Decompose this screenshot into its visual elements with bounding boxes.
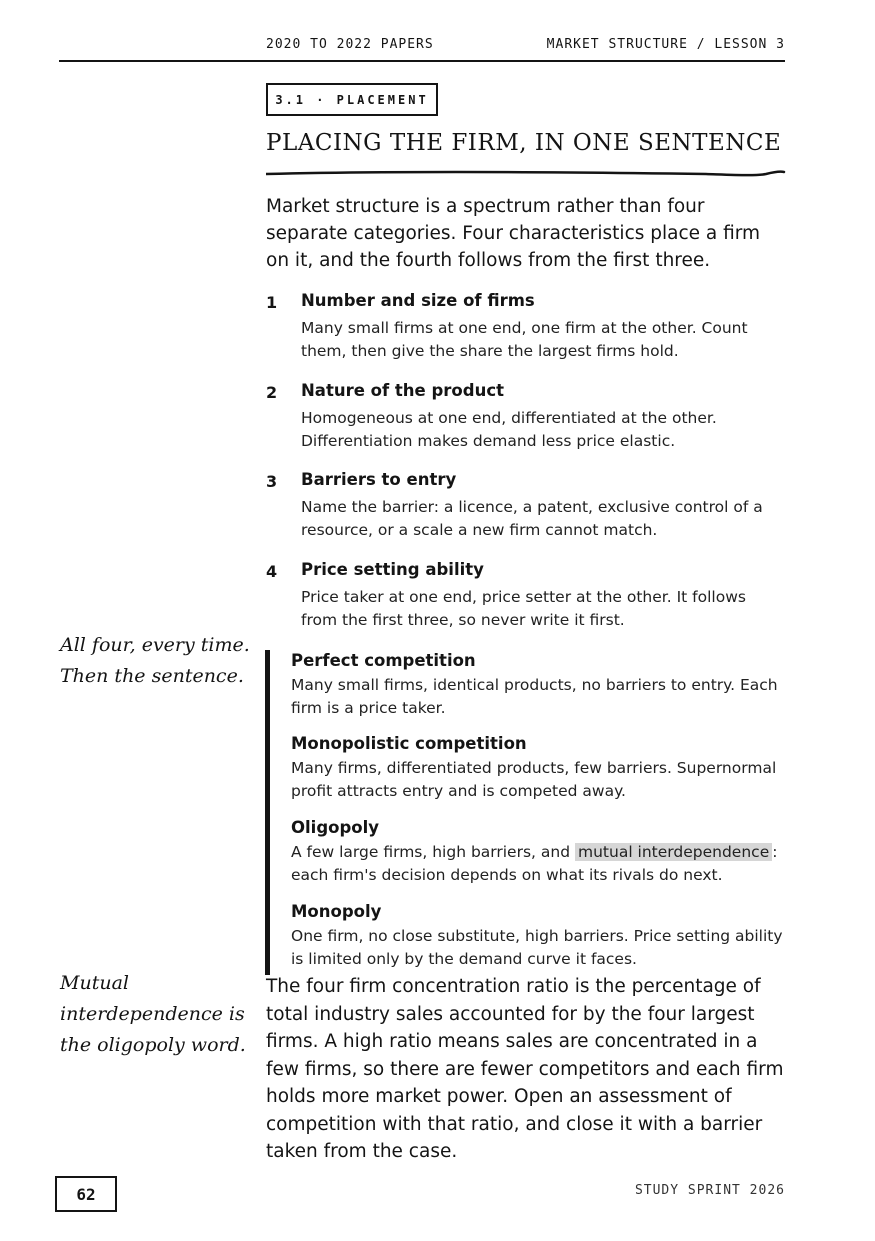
item-number: 1 — [266, 293, 278, 312]
structure-description: Many small firms, identical products, no barriers to entry. Each firm is a price taker. — [291, 676, 778, 717]
structure-title: Perfect competition — [291, 651, 476, 670]
item-title: Nature of the product — [301, 381, 504, 400]
structure-title: Oligopoly — [291, 818, 380, 837]
section-badge: 3.1 · PLACEMENT — [266, 83, 438, 116]
structure-definition — [291, 817, 791, 887]
structure-definition — [291, 901, 791, 971]
item-description: Many small firms at one end, one firm at the other. Count them, then give the share the largest firms hold. — [301, 319, 748, 360]
item-title: Number and size of firms — [301, 291, 535, 310]
item-number: 3 — [266, 472, 278, 491]
structure-title: Monopolistic competition — [291, 734, 527, 753]
title-underline — [266, 168, 786, 180]
structure-description: A few large firms, high barriers, and mutual interdependence : each firm's decision depends on what its rivals do next. — [291, 843, 778, 884]
item-title: Barriers to entry — [301, 470, 457, 489]
page-title: PLACING THE FIRM, IN ONE SENTENCE — [266, 130, 782, 156]
structure-definition — [291, 650, 791, 720]
running-header-left: 2020 TO 2022 PAPERS — [266, 37, 434, 52]
margin-note: Mutual interdependence is the oligopoly word. — [60, 972, 246, 1056]
structure-description: One firm, no close substitute, high barriers. Price setting ability is limited only by the demand curve it faces. — [291, 927, 783, 968]
closing-paragraph: The four firm concentration ratio is the percentage of total industry sales accounted for by the four largest firms. A high ratio means sales are concentrated in a few firms, so there are fewer competitors and each firm holds more market power. Open an assessment of competition with that ratio, and close it with a barrier taken from the case. — [266, 976, 784, 1162]
item-description: Name the barrier: a licence, a patent, exclusive control of a resource, or a scale a new firm cannot match. — [301, 498, 763, 539]
item-title: Price setting ability — [301, 560, 484, 579]
running-header-right: MARKET STRUCTURE / LESSON 3 — [546, 37, 785, 52]
page-number: 62 — [55, 1176, 117, 1212]
structure-title: Monopoly — [291, 902, 382, 921]
item-number: 2 — [266, 383, 278, 402]
structure-definition — [291, 733, 791, 803]
running-footer: STUDY SPRINT 2026 — [634, 1183, 785, 1198]
item-number: 4 — [266, 562, 278, 581]
margin-note: All four, every time. Then the sentence. — [60, 634, 250, 687]
item-description: Price taker at one end, price setter at the other. It follows from the first three, so never write it first. — [301, 588, 746, 629]
item-description: Homogeneous at one end, differentiated at the other. Differentiation makes demand less price elastic. — [301, 409, 717, 450]
highlighted-term: mutual interdependence — [575, 843, 772, 861]
structure-description: Many firms, differentiated products, few barriers. Supernormal profit attracts entry and is competed away. — [291, 759, 777, 800]
header-divider — [59, 60, 785, 62]
market-structures-block — [265, 650, 790, 975]
intro-paragraph: Market structure is a spectrum rather than four separate categories. Four characteristics place a firm on it, and the fourth follows from the first three. — [266, 196, 761, 271]
